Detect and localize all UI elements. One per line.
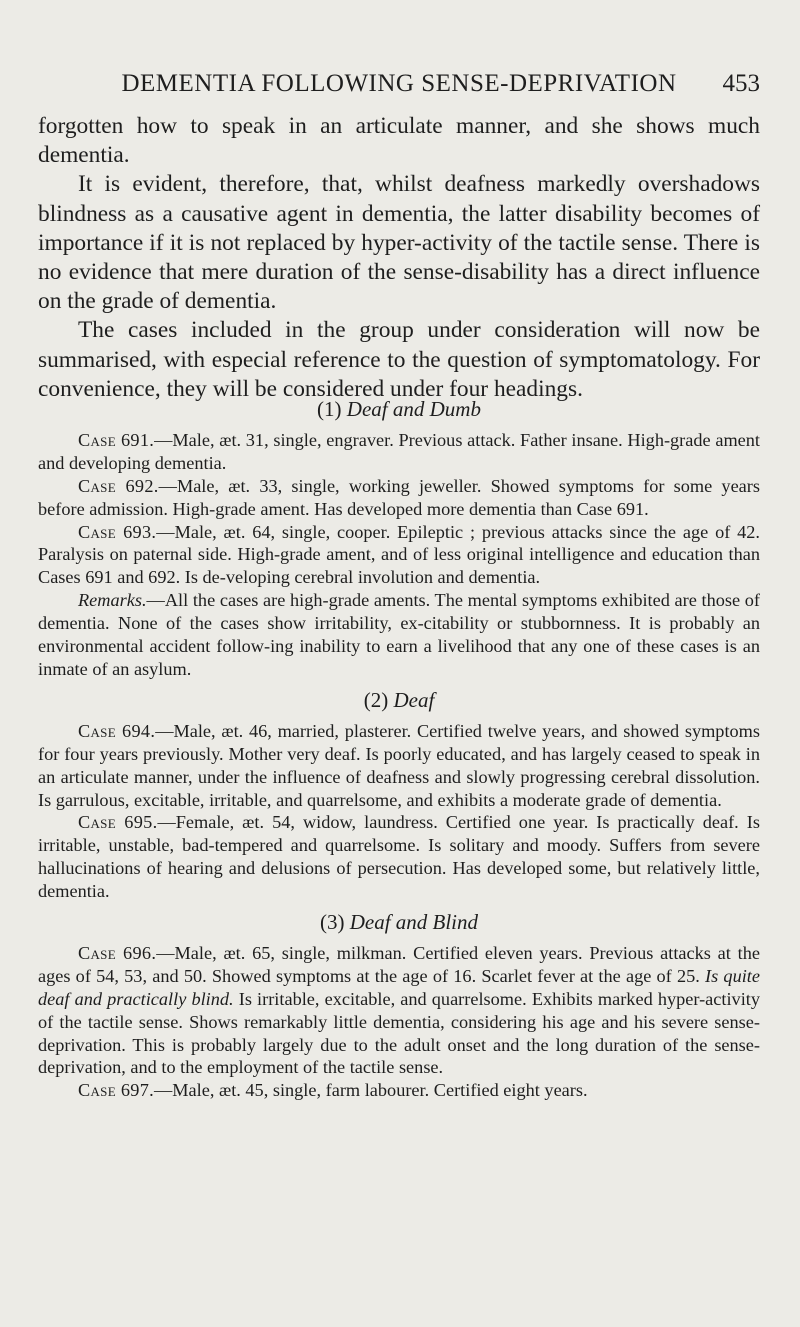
case-text: —Male, æt. 33, single, working jeweller. Showed symptoms for some years before admission. High-grade ament. Has developed more dementia than Case 691. — [38, 475, 760, 519]
section-number: (1) — [317, 397, 342, 421]
paragraph: forgotten how to speak in an articulate manner, and she shows much dementia. — [38, 113, 760, 169]
section-heading-deaf-and-blind — [38, 911, 760, 934]
section-heading-deaf — [38, 689, 760, 712]
case-label: Case 694. — [78, 720, 156, 741]
case-label: Case 696. — [78, 942, 157, 963]
remarks-label: Remarks. — [78, 590, 147, 611]
case-697 — [38, 1079, 760, 1102]
case-692 — [38, 475, 760, 521]
case-text-italic: Is quite deaf and practically blind. — [38, 965, 760, 1009]
case-text: —Male, æt. 31, single, engraver. Previous attack. Father insane. High-grade ament and developing dementia. — [38, 429, 760, 473]
case-text: —Male, æt. 46, married, plasterer. Certified twelve years, and showed symptoms for four years previously. Mother very deaf. Is poorly educated, and has largely ceased to speak in an articulate manner, under the influence of deafness and slowly progressing cerebral dissolution. Is garrulous, excitable, irritable, and quarrelsome, and exhibits a moderate grade of dementia. — [38, 720, 761, 810]
intro-text — [38, 112, 760, 404]
section-title: Deaf and Dumb — [346, 397, 481, 421]
case-text: —Male, æt. 65, single, milkman. Certified eleven years. Previous attacks at the ages of 54, 53, and 50. Showed symptoms at the age of 16. Scarlet fever at the age of 25. — [38, 942, 760, 986]
running-title: DEMENTIA FOLLOWING SENSE-DEPRIVATION — [121, 70, 677, 97]
case-691 — [38, 429, 760, 475]
section-number: (2) — [363, 687, 389, 712]
case-text: —Male, æt. 45, single, farm labourer. Certified eight years. — [154, 1080, 588, 1101]
page-number: 453 — [722, 70, 760, 97]
remarks-text: —All the cases are high-grade aments. The mental symptoms exhibited are those of dementia. None of the cases show irritability, ex-citability or stubbornness. It is probably an environmental accident follow-ing inability to earn a livelihood that any one of these cases is an inmate of an asylum. — [38, 590, 760, 679]
section-title: Deaf and Blind — [349, 910, 479, 935]
section-number: (3) — [319, 910, 345, 935]
case-label: Case 691. — [78, 429, 155, 450]
paragraph: It is evident, therefore, that, whilst deafness markedly overshadows blindness as a causative agent in dementia, the latter disability becomes of importance if it is not replaced by hyper-activity of the tactile sense. There is no evidence that mere duration of the sense-disability has a direct influence on the grade of dementia. — [38, 171, 760, 315]
case-696 — [38, 942, 760, 1079]
case-text: —Male, æt. 64, single, cooper. Epileptic ; previous attacks since the age of 42. Paralysis on paternal side. High-grade ament, and of less original intelligence and education than Cases 691 and 692. Is de-veloping cerebral involution and dementia. — [38, 521, 760, 588]
case-text: Is irritable, excitable, and quarrelsome. Exhibits marked hyper-activity of the tactile sense. Shows remarkably little dementia, considering his age and his severe sense-deprivation. This is probably largely due to the adult onset and the long duration of the sense-deprivation, and to the employment of the tactile sense. — [38, 988, 760, 1078]
case-label: Case 692. — [78, 475, 159, 496]
case-694 — [38, 720, 760, 812]
remarks — [38, 589, 760, 681]
case-label: Case 693. — [78, 521, 157, 542]
section-heading-deaf-and-dumb — [38, 398, 760, 421]
section-title: Deaf — [393, 687, 435, 712]
running-head — [38, 70, 760, 104]
case-695 — [38, 811, 760, 903]
case-text: —Female, æt. 54, widow, laundress. Certified one year. Is practically deaf. Is irritable, unstable, bad-tempered and quarrelsome. Is solitary and moody. Suffers from severe hallucinations of hearing and delusions of persecution. Has developed some, but relatively little, dementia. — [38, 812, 760, 902]
case-label: Case 695. — [78, 812, 158, 833]
case-label: Case 697. — [78, 1080, 155, 1101]
case-summaries — [38, 398, 760, 1102]
case-693 — [38, 521, 760, 590]
paragraph: The cases included in the group under consideration will now be summarised, with especial reference to the question of symptomatology. For convenience, they will be considered under four headings. — [38, 317, 760, 402]
